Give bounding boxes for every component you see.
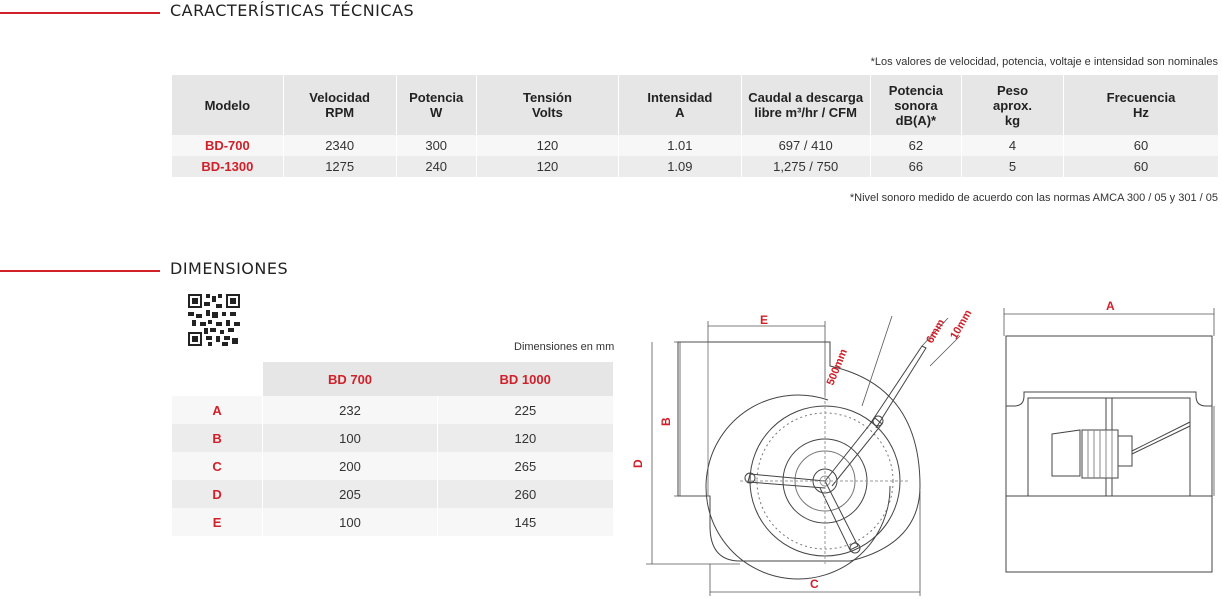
motor-end [1118,436,1132,466]
specs-header-text: Caudal a descarga [748,90,864,105]
model-name-cell: BD-1300 [172,156,283,177]
specs-value-cell: 1,275 / 750 [741,156,870,177]
specs-header-cell [619,75,741,135]
specs-table-row [172,135,1218,156]
specs-value-cell: 60 [1063,135,1218,156]
dims-header-bd1000: BD 1000 [437,362,613,396]
specs-header-cell [870,75,961,135]
dim-label-c: C [810,577,819,591]
dim-label-a: A [1106,299,1115,313]
specs-value-cell: 2340 [283,135,396,156]
side-view-drawing [630,296,990,599]
specs-section-line [0,12,160,14]
dimension-label-cell: D [172,480,263,508]
sound-level-note: *Nivel sonoro medido de acuerdo con las normas AMCA 300 / 05 y 301 / 05 [849,192,1218,204]
specs-value-cell: 697 / 410 [741,135,870,156]
dim-label-e: E [760,313,769,327]
specs-header-cell [396,75,476,135]
dimension-label-cell: A [172,396,263,424]
dim-label-10mm: 10mm [948,307,975,342]
dimension-value-cell: 205 [263,480,438,508]
specs-header-text: sonora [894,97,938,113]
specs-section-title: CARACTERÍSTICAS TÉCNICAS [170,1,415,20]
specs-value-cell: 240 [396,156,476,177]
specs-table [172,75,1218,177]
specs-header-text: Peso [996,82,1029,98]
dimension-label-cell: E [172,508,263,536]
specs-table-row [172,156,1218,177]
dimension-value-cell: 100 [263,424,438,452]
specs-value-cell: 60 [1063,156,1218,177]
motor-body-left [1052,430,1080,476]
specs-value-cell: 300 [396,135,476,156]
dimension-value-cell: 120 [437,424,613,452]
cable-line [1132,422,1190,451]
specs-header-cell [283,75,396,135]
specs-header-text: Potencia [409,90,464,105]
specs-header-cell [961,75,1063,135]
specs-value-cell: 62 [870,135,961,156]
specs-value-cell: 4 [961,135,1063,156]
dimension-value-cell: 265 [437,452,613,480]
specs-value-cell: 66 [870,156,961,177]
dims-header-blank [172,362,263,396]
dims-header-bd700: BD 700 [263,362,438,396]
specs-header-cell [476,75,618,135]
dims-unit-note: Dimensiones en mm [514,341,615,353]
specs-header-text: Modelo [204,97,251,113]
specs-table-header-row [172,75,1218,135]
specs-header-cell [741,75,870,135]
dimension-value-cell: 260 [437,480,613,508]
specs-header-text: dB(A)* [895,112,937,128]
specs-header-text: Intensidad [647,90,713,105]
dimension-value-cell: 200 [263,452,438,480]
specs-header-text: aprox. [992,97,1032,113]
dims-table-row [172,508,613,536]
dims-section-line [0,270,160,272]
specs-value-cell: 5 [961,156,1063,177]
specs-header-text: RPM [325,105,355,120]
dims-section-title: DIMENSIONES [170,259,289,278]
qr-code[interactable] [188,294,240,346]
dims-table-row [172,480,613,508]
dim-label-6mm: 6mm [924,317,948,346]
specs-header-text: Potencia [888,82,943,98]
dimension-value-cell: 100 [263,508,438,536]
specs-header-text: libre m³/hr / CFM [754,105,857,120]
dim-label-d: D [631,459,645,468]
specs-header-text: W [430,105,443,120]
dimension-value-cell: 232 [263,396,438,424]
specs-header-text: Hz [1133,105,1149,120]
dimension-value-cell: 145 [437,508,613,536]
specs-header-cell [172,75,283,135]
dims-table-header-row [172,362,613,396]
specs-header-text: A [675,105,685,120]
specs-value-cell: 1275 [283,156,396,177]
dims-table [172,362,613,536]
dimension-label-cell: B [172,424,263,452]
front-view-drawing [1000,296,1222,581]
specs-header-text: Velocidad [309,90,370,105]
specs-value-cell: 120 [476,135,618,156]
bottom-housing [1006,496,1212,572]
specs-value-cell: 1.09 [619,156,741,177]
dims-table-row [172,424,613,452]
dim-label-b: B [659,417,673,426]
specs-value-cell: 120 [476,156,618,177]
dims-table-row [172,396,613,424]
model-name-cell: BD-700 [172,135,283,156]
support-arm-bottom [820,481,858,550]
specs-header-text: Tensión [523,90,572,105]
dim-label-500mm: 500mm [824,347,850,388]
specs-header-text: Volts [532,105,563,120]
top-housing [1006,336,1212,406]
dimension-value-cell: 225 [437,396,613,424]
nominal-values-note: *Los valores de velocidad, potencia, voltaje e intensidad son nominales [870,56,1218,68]
specs-header-cell [1063,75,1218,135]
dimension-label-cell: C [172,452,263,480]
specs-header-text: kg [1004,112,1021,128]
specs-value-cell: 1.01 [619,135,741,156]
specs-header-text: Frecuencia [1106,90,1176,105]
dims-table-row [172,452,613,480]
